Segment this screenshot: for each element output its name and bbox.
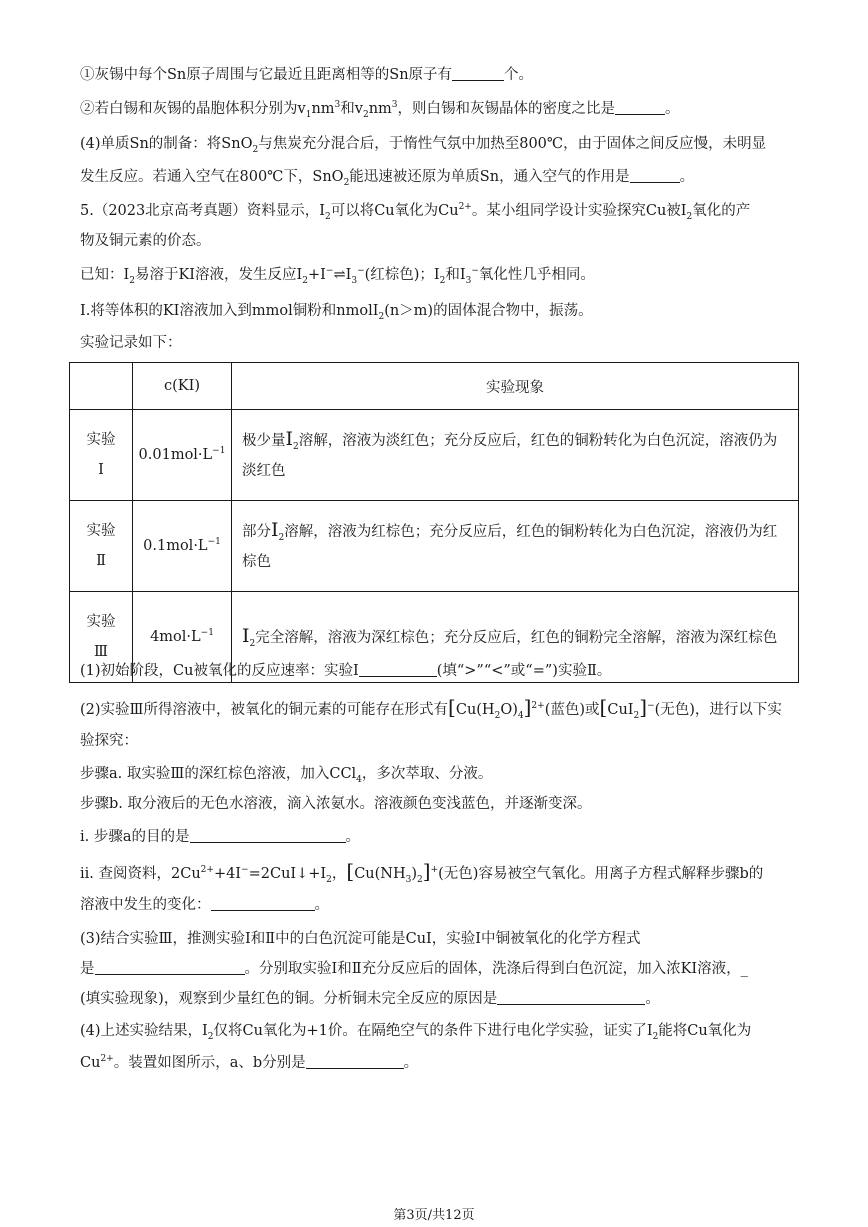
text: ，多次萃取、分液。 xyxy=(361,766,493,782)
subscript: 3 xyxy=(405,874,412,885)
table-header-cell: 实验现象 xyxy=(232,363,799,410)
bracket: ] xyxy=(639,695,648,719)
subscript: 2 xyxy=(686,211,693,222)
experiment-table xyxy=(69,362,799,683)
question-line xyxy=(80,166,795,188)
text: (4)上述实验结果，I xyxy=(80,1023,208,1039)
text: 步骤b. 取分液后的无色水溶液，滴入浓氨水。溶液颜色变浅蓝色，并逐渐变深。 xyxy=(80,796,592,812)
text: nm xyxy=(368,101,392,117)
text: 实验 xyxy=(86,523,116,539)
table-header-cell xyxy=(70,363,133,410)
text: +I xyxy=(308,267,326,283)
question-line xyxy=(80,763,795,785)
text: ) xyxy=(411,866,418,882)
text: ， xyxy=(331,866,347,882)
text: (红棕色)；I xyxy=(364,267,440,283)
question-line xyxy=(80,64,795,86)
subscript: 2 xyxy=(293,441,299,452)
bracket: ] xyxy=(422,859,431,883)
table-header-row xyxy=(70,363,799,410)
text: Cu(NH xyxy=(354,866,406,882)
subscript: 2 xyxy=(129,275,135,286)
text: 个。 xyxy=(504,67,534,83)
subscript: 4 xyxy=(517,710,524,721)
text: (填“>”“<”或“=”)实验Ⅱ。 xyxy=(436,663,612,679)
text: 能迅速被还原为单质Sn，通入空气的作用是 xyxy=(349,169,630,185)
text: Ⅰ xyxy=(98,462,104,478)
question-line xyxy=(80,1020,795,1042)
subscript: 2 xyxy=(324,211,331,222)
text: ②若白锡和灰锡的晶胞体积分别为v xyxy=(80,101,306,117)
answer-blank[interactable] xyxy=(359,662,437,677)
answer-blank[interactable] xyxy=(452,66,504,81)
text: 溶液中发生的变化： xyxy=(80,897,211,913)
text: +4I xyxy=(213,866,242,882)
text: (1)初始阶段，Cu被氧化的反应速率：实验Ⅰ xyxy=(80,663,359,679)
text: 。 xyxy=(679,169,695,185)
text: ①灰锡中每个Sn原子周围与它最近且距离相等的Sn原子有 xyxy=(80,67,453,83)
experiment-name-cell xyxy=(70,501,133,592)
text: 完全溶解，溶液为深红棕色；充分反应后，红色的铜粉完全溶解，溶液为深红棕色 xyxy=(255,630,778,646)
text: 仅将Cu氧化为+1价。在隔绝空气的条件下进行电化学实验，证实了I xyxy=(213,1023,653,1039)
text: 实验 xyxy=(86,432,116,448)
superscript: − xyxy=(325,266,334,277)
text: 和I xyxy=(445,267,466,283)
question-line xyxy=(80,230,795,252)
question-line xyxy=(80,98,795,120)
subscript: 2 xyxy=(302,275,308,286)
text: 。 xyxy=(345,829,360,845)
text: I xyxy=(242,625,250,647)
superscript: + xyxy=(430,865,439,876)
text: 0.01mol·L xyxy=(138,447,213,463)
table-header-cell: c(KI) xyxy=(133,363,232,410)
text: (n＞m)的固体混合物中，振荡。 xyxy=(384,303,593,319)
text: (无色)容易被空气氧化。用离子方程式解释步骤b的 xyxy=(438,866,764,882)
question-line xyxy=(80,332,795,354)
answer-blank[interactable] xyxy=(630,168,680,183)
text: 验探究： xyxy=(80,733,138,749)
text: CuI xyxy=(607,702,634,718)
text: (无色)，进行以下实 xyxy=(654,702,782,718)
subscript: 3 xyxy=(465,275,472,286)
subscript: 2 xyxy=(633,710,640,721)
subscript: 2 xyxy=(494,710,501,721)
concentration-cell xyxy=(133,501,232,592)
question-line xyxy=(80,133,795,155)
superscript: −1 xyxy=(207,537,221,548)
subscript: 1 xyxy=(305,109,312,120)
text: Cu(H xyxy=(455,702,495,718)
question-line xyxy=(80,894,795,916)
subscript: 2 xyxy=(652,1031,659,1042)
text: (蓝色)或 xyxy=(544,702,600,718)
superscript: 3 xyxy=(391,100,398,111)
text: 氧化性几乎相同。 xyxy=(478,267,595,283)
superscript: − xyxy=(471,266,479,277)
text: 。装置如图所示，a、b分别是 xyxy=(113,1055,306,1071)
text: 。分别取实验Ⅰ和Ⅱ充分反应后的固体，洗涤后得到白色沉淀，加入浓KI溶液，_ xyxy=(244,961,748,977)
question-line xyxy=(80,928,795,950)
subscript: 2 xyxy=(343,177,350,188)
answer-blank[interactable] xyxy=(615,100,665,115)
text: O) xyxy=(500,702,518,718)
superscript: −1 xyxy=(200,628,214,639)
text: I xyxy=(285,428,294,450)
superscript: 2+ xyxy=(531,701,545,712)
superscript: 2+ xyxy=(200,865,214,876)
question-line xyxy=(80,958,795,980)
text: ⅰ. 步骤a的目的是 xyxy=(80,829,190,845)
text: I xyxy=(345,267,352,283)
subscript: 2 xyxy=(417,874,423,885)
subscript: 2 xyxy=(439,275,446,286)
subscript: 4 xyxy=(356,774,362,785)
text: I xyxy=(271,519,279,541)
subscript: 3 xyxy=(351,275,358,286)
text: 。某小组同学设计实验探究Cu被I xyxy=(471,203,687,219)
text: 氧化的产 xyxy=(692,203,751,219)
page-footer: 第3页/共12页 xyxy=(393,1208,475,1223)
table-row xyxy=(70,501,799,592)
bracket: [ xyxy=(346,859,355,883)
superscript: 3 xyxy=(334,100,341,111)
text: 。 xyxy=(645,991,660,1007)
subscript: 2 xyxy=(249,638,256,649)
superscript: − xyxy=(357,266,365,277)
text: (3)结合实验Ⅲ，推测实验Ⅰ和Ⅱ中的白色沉淀可能是CuI，实验Ⅰ中铜被氧化的化学方程式 xyxy=(80,931,641,947)
subscript: 2 xyxy=(362,109,369,120)
equilibrium-arrow-icon: ⇌ xyxy=(333,267,346,283)
text: 物及铜元素的价态。 xyxy=(80,233,211,249)
text: ⅱ. 查阅资料，2Cu xyxy=(80,866,201,882)
text: Ⅲ xyxy=(94,644,108,660)
superscript: 2+ xyxy=(100,1054,114,1065)
text: 是 xyxy=(80,961,95,977)
text: 溶解，溶液为红棕色；充分反应后，红色的铜粉转化为白色沉淀，溶液仍为红棕色 xyxy=(242,524,778,570)
question-line xyxy=(80,826,795,848)
text: nm xyxy=(311,101,335,117)
text: 5.（2023北京高考真题）资料显示，I xyxy=(80,203,325,219)
text: 和v xyxy=(340,101,363,117)
bracket: ] xyxy=(523,695,532,719)
observation-cell xyxy=(232,410,799,501)
text: 。 xyxy=(403,1055,419,1071)
question-line xyxy=(80,1052,795,1074)
text: 易溶于KI溶液，发生反应I xyxy=(134,267,303,283)
question-line xyxy=(80,730,795,752)
observation-cell xyxy=(232,501,799,592)
superscript: − xyxy=(241,865,249,876)
text: (4)单质Sn的制备：将SnO xyxy=(80,136,253,152)
table-row xyxy=(70,410,799,501)
concentration-cell xyxy=(133,410,232,501)
text: 0.1mol·L xyxy=(143,538,208,554)
text: =2CuI↓+I xyxy=(248,866,327,882)
text: 部分 xyxy=(242,524,271,540)
question-line xyxy=(80,696,795,721)
question-line xyxy=(80,200,795,222)
subscript: 2 xyxy=(278,532,285,543)
question-line xyxy=(80,660,795,682)
subscript: 2 xyxy=(378,311,385,322)
answer-blank[interactable] xyxy=(211,896,315,911)
question-line xyxy=(80,264,795,286)
question-line xyxy=(80,300,795,322)
text: 步骤a. 取实验Ⅲ的深红棕色溶液，加入CCl xyxy=(80,766,357,782)
text: 已知：I xyxy=(80,267,130,283)
answer-blank[interactable] xyxy=(190,828,346,843)
experiment-name-cell xyxy=(70,410,133,501)
text: 与焦炭充分混合后，于惰性气氛中加热至800℃，由于固体之间反应慢，未明显 xyxy=(258,136,767,152)
text: Ⅱ xyxy=(96,553,106,569)
text: 溶解，溶液为淡红色；充分反应后，红色的铜粉转化为白色沉淀，溶液仍为淡红色 xyxy=(242,433,778,479)
text: 极少量 xyxy=(242,433,286,449)
answer-blank[interactable] xyxy=(306,1054,404,1069)
subscript: 2 xyxy=(326,874,332,885)
question-line xyxy=(80,793,795,815)
text: 发生反应。若通入空气在800℃下，SnO xyxy=(80,169,344,185)
text: 可以将Cu氧化为Cu xyxy=(330,203,459,219)
text: Cu xyxy=(80,1055,101,1071)
text: 。 xyxy=(665,101,680,117)
question-line xyxy=(80,988,795,1010)
text: 4mol·L xyxy=(150,629,201,645)
subscript: 2 xyxy=(252,144,259,155)
superscript: 2+ xyxy=(458,202,472,213)
bracket: [ xyxy=(448,695,456,719)
text: (2)实验Ⅲ所得溶液中，被氧化的铜元素的可能存在形式有 xyxy=(80,702,449,718)
text: ，则白锡和灰锡晶体的密度之比是 xyxy=(397,101,616,117)
text: 实验 xyxy=(86,614,116,630)
text: 。 xyxy=(314,897,329,913)
question-line xyxy=(80,860,795,885)
text: 能将Cu氧化为 xyxy=(658,1023,752,1039)
answer-blank[interactable] xyxy=(497,990,645,1005)
bracket: [ xyxy=(599,695,608,719)
text: 实验记录如下： xyxy=(80,335,182,351)
answer-blank[interactable] xyxy=(95,960,245,975)
text: I.将等体积的KI溶液加入到mmol铜粉和nmolI xyxy=(80,303,379,319)
subscript: 2 xyxy=(207,1031,214,1042)
superscript: −1 xyxy=(212,446,226,457)
text: (填实验现象)，观察到少量红色的铜。分析铜未完全反应的原因是 xyxy=(80,991,498,1007)
superscript: − xyxy=(647,701,655,712)
